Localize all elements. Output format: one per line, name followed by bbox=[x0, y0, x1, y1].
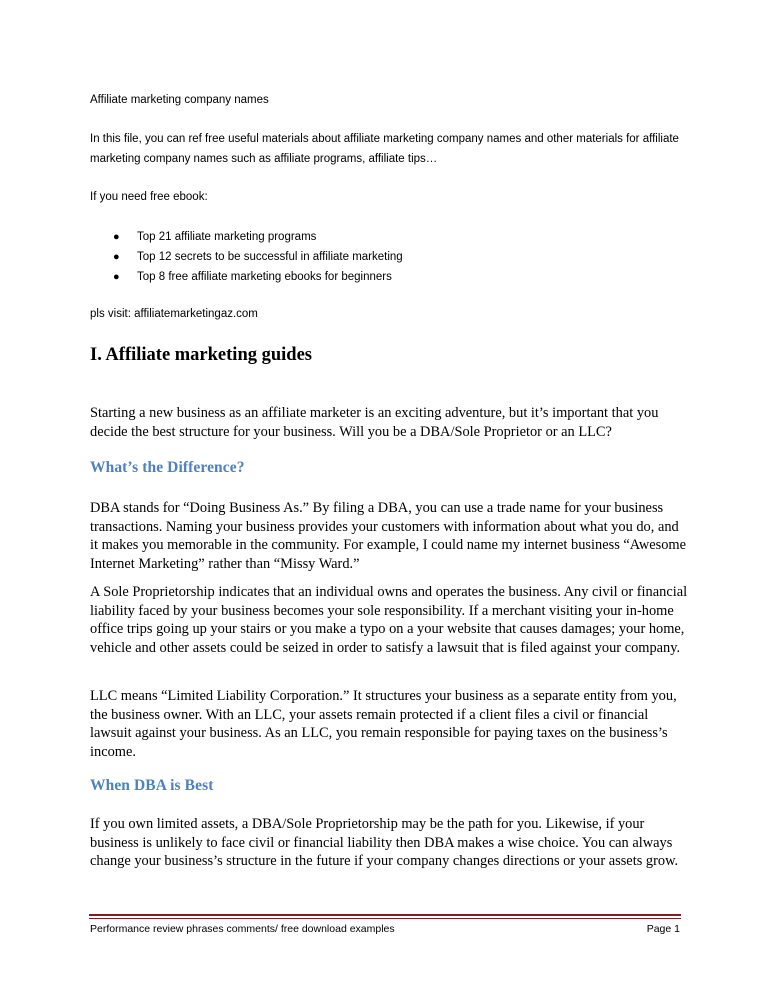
paragraph-intro: Starting a new business as an affiliate marketer is an exciting adventure, but it’s important that you decide the best structure for your business. Will you be a DBA/Sole Proprietor or an LLC? bbox=[90, 405, 659, 440]
page-number: Page 1 bbox=[646, 923, 680, 935]
paragraph-llc: LLC means “Limited Liability Corporation.” It structures your business as a separate entity from you, the business owner. With an LLC, your assets remain protected if a client files a civil or financial lawsuit against your business. As an LLC, you remain responsible for paying taxes on the business’s income. bbox=[90, 688, 677, 760]
bullet-icon: ● bbox=[113, 231, 120, 243]
footer-divider bbox=[89, 914, 681, 916]
footer-divider-thin bbox=[89, 918, 681, 919]
intro-text: In this file, you can ref free useful materials about affiliate marketing company names and other materials for affiliate marketing company names such as affiliate programs, affiliate tips… bbox=[90, 133, 679, 165]
intro-title: Affiliate marketing company names bbox=[90, 94, 269, 106]
footer-text: Performance review phrases comments/ free download examples bbox=[90, 923, 395, 935]
section-heading: I. Affiliate marketing guides bbox=[90, 345, 312, 365]
ebook-item-label: Top 21 affiliate marketing programs bbox=[137, 231, 317, 243]
ebook-note: If you need free ebook: bbox=[90, 191, 208, 203]
ebook-list bbox=[107, 227, 403, 287]
list-item bbox=[107, 227, 403, 247]
ebook-item-label: Top 12 secrets to be successful in affiliate marketing bbox=[137, 251, 403, 263]
subheading-dba-best: When DBA is Best bbox=[90, 777, 214, 794]
bullet-icon: ● bbox=[113, 271, 120, 283]
paragraph-dba: DBA stands for “Doing Business As.” By filing a DBA, you can use a trade name for your business transactions. Naming your business provides your customers with information about what you do, and it makes you memorable in the community. For example, I could name my internet business “Awesome Internet Marketing” rather than “Missy Ward.” bbox=[90, 500, 687, 572]
paragraph-dba-best: If you own limited assets, a DBA/Sole Proprietorship may be the path for you. Likewise, if your business is unlikely to face civil or financial liability then DBA makes a wise choice. You can always change your business’s structure in the future if your company changes directions or your assets grow. bbox=[90, 816, 679, 870]
list-item bbox=[107, 267, 403, 287]
ebook-item-label: Top 8 free affiliate marketing ebooks for beginners bbox=[137, 271, 392, 283]
bullet-icon: ● bbox=[113, 251, 120, 263]
list-item bbox=[107, 247, 403, 267]
subheading-difference: What’s the Difference? bbox=[90, 459, 245, 476]
paragraph-sole-proprietorship: A Sole Proprietorship indicates that an individual owns and operates the business. Any civil or financial liability faced by your business becomes your sole responsibility. If a merchant visiting your in-home office trips going up your stairs or you make a typo on a your website that causes damages; your home, vehicle and other assets could be seized in order to satisfy a lawsuit that is filed against your company. bbox=[90, 584, 688, 656]
visit-text: pls visit: affiliatemarketingaz.com bbox=[90, 308, 258, 320]
